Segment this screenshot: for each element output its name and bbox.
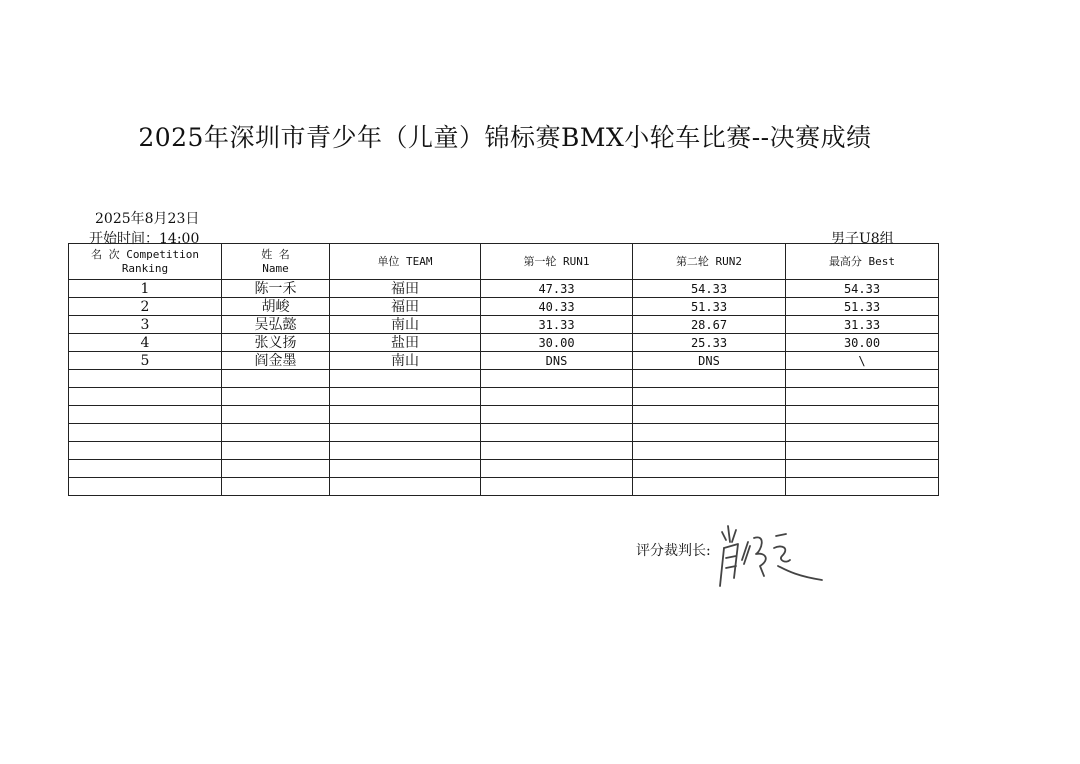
table-row xyxy=(69,316,939,334)
empty-cell xyxy=(69,460,222,478)
table-row xyxy=(69,334,939,352)
empty-cell xyxy=(633,424,786,442)
start-time-value: 14:00 xyxy=(159,231,200,247)
best-cell: 54.33 xyxy=(786,280,939,298)
best-cell: 31.33 xyxy=(786,316,939,334)
empty-cell xyxy=(69,478,222,496)
header-name xyxy=(222,244,330,280)
empty-cell xyxy=(633,406,786,424)
empty-cell xyxy=(330,424,481,442)
empty-row xyxy=(69,406,939,424)
empty-cell xyxy=(786,424,939,442)
team-cell: 南山 xyxy=(330,316,481,334)
empty-cell xyxy=(786,388,939,406)
name-cell: 阎金墨 xyxy=(222,352,330,370)
empty-cell xyxy=(69,424,222,442)
empty-cell xyxy=(222,478,330,496)
empty-row xyxy=(69,424,939,442)
header-name-cn: 姓 名 xyxy=(261,247,290,261)
header-rank-en: Ranking xyxy=(121,261,169,275)
empty-cell xyxy=(633,442,786,460)
header-run1: 第一轮 RUN1 xyxy=(481,244,633,280)
empty-cell xyxy=(633,370,786,388)
empty-cell xyxy=(481,406,633,424)
empty-cell xyxy=(330,388,481,406)
name-cell: 张义扬 xyxy=(222,334,330,352)
best-cell: 51.33 xyxy=(786,298,939,316)
rank-cell: 1 xyxy=(69,280,222,298)
run1-cell: 30.00 xyxy=(481,334,633,352)
empty-cell xyxy=(222,424,330,442)
name-cell: 陈一禾 xyxy=(222,280,330,298)
header-team: 单位 TEAM xyxy=(330,244,481,280)
empty-cell xyxy=(633,388,786,406)
empty-row xyxy=(69,478,939,496)
header-row xyxy=(69,244,939,280)
run2-cell: DNS xyxy=(633,352,786,370)
empty-cell xyxy=(786,478,939,496)
name-cell: 吴弘懿 xyxy=(222,316,330,334)
empty-cell xyxy=(69,406,222,424)
team-cell: 福田 xyxy=(330,280,481,298)
empty-cell xyxy=(786,370,939,388)
empty-cell xyxy=(222,442,330,460)
empty-cell xyxy=(330,478,481,496)
empty-cell xyxy=(330,442,481,460)
rank-cell: 5 xyxy=(69,352,222,370)
group-label: 男子U8组 xyxy=(831,231,894,247)
signature-label: 评分裁判长: xyxy=(636,543,711,559)
empty-cell xyxy=(222,388,330,406)
header-run2: 第二轮 RUN2 xyxy=(633,244,786,280)
team-cell: 盐田 xyxy=(330,334,481,352)
rank-cell: 3 xyxy=(69,316,222,334)
empty-cell xyxy=(481,460,633,478)
header-rank-cn: 名 次 Competition xyxy=(90,247,200,261)
signature-mark xyxy=(716,520,836,600)
empty-row xyxy=(69,442,939,460)
run1-cell: 40.33 xyxy=(481,298,633,316)
table-row xyxy=(69,280,939,298)
empty-row xyxy=(69,460,939,478)
best-cell: \ xyxy=(786,352,939,370)
empty-cell xyxy=(786,442,939,460)
empty-cell xyxy=(786,406,939,424)
empty-cell xyxy=(481,478,633,496)
results-table xyxy=(68,243,939,496)
empty-cell xyxy=(786,460,939,478)
empty-cell xyxy=(481,442,633,460)
header-rank xyxy=(69,244,222,280)
header-best: 最高分 Best xyxy=(786,244,939,280)
empty-cell xyxy=(330,460,481,478)
table-row xyxy=(69,298,939,316)
run2-cell: 25.33 xyxy=(633,334,786,352)
empty-cell xyxy=(481,370,633,388)
page-title: 2025年深圳市青少年（儿童）锦标赛BMX小轮车比赛--决赛成绩 xyxy=(138,123,872,152)
event-date: 2025年8月23日 xyxy=(95,211,200,227)
rank-cell: 2 xyxy=(69,298,222,316)
empty-cell xyxy=(222,370,330,388)
header-name-en: Name xyxy=(262,261,289,275)
run1-cell: 47.33 xyxy=(481,280,633,298)
run2-cell: 54.33 xyxy=(633,280,786,298)
empty-cell xyxy=(633,460,786,478)
best-cell: 30.00 xyxy=(786,334,939,352)
team-cell: 南山 xyxy=(330,352,481,370)
empty-row xyxy=(69,388,939,406)
empty-row xyxy=(69,370,939,388)
team-cell: 福田 xyxy=(330,298,481,316)
empty-cell xyxy=(330,370,481,388)
empty-cell xyxy=(222,460,330,478)
empty-cell xyxy=(481,424,633,442)
table-row xyxy=(69,352,939,370)
name-cell: 胡峻 xyxy=(222,298,330,316)
run2-cell: 28.67 xyxy=(633,316,786,334)
start-time-label: 开始时间： xyxy=(89,231,159,247)
run1-cell: DNS xyxy=(481,352,633,370)
empty-cell xyxy=(69,442,222,460)
rank-cell: 4 xyxy=(69,334,222,352)
empty-cell xyxy=(481,388,633,406)
empty-cell xyxy=(69,388,222,406)
empty-cell xyxy=(222,406,330,424)
empty-cell xyxy=(330,406,481,424)
results-body xyxy=(69,280,939,496)
empty-cell xyxy=(69,370,222,388)
run1-cell: 31.33 xyxy=(481,316,633,334)
run2-cell: 51.33 xyxy=(633,298,786,316)
empty-cell xyxy=(633,478,786,496)
